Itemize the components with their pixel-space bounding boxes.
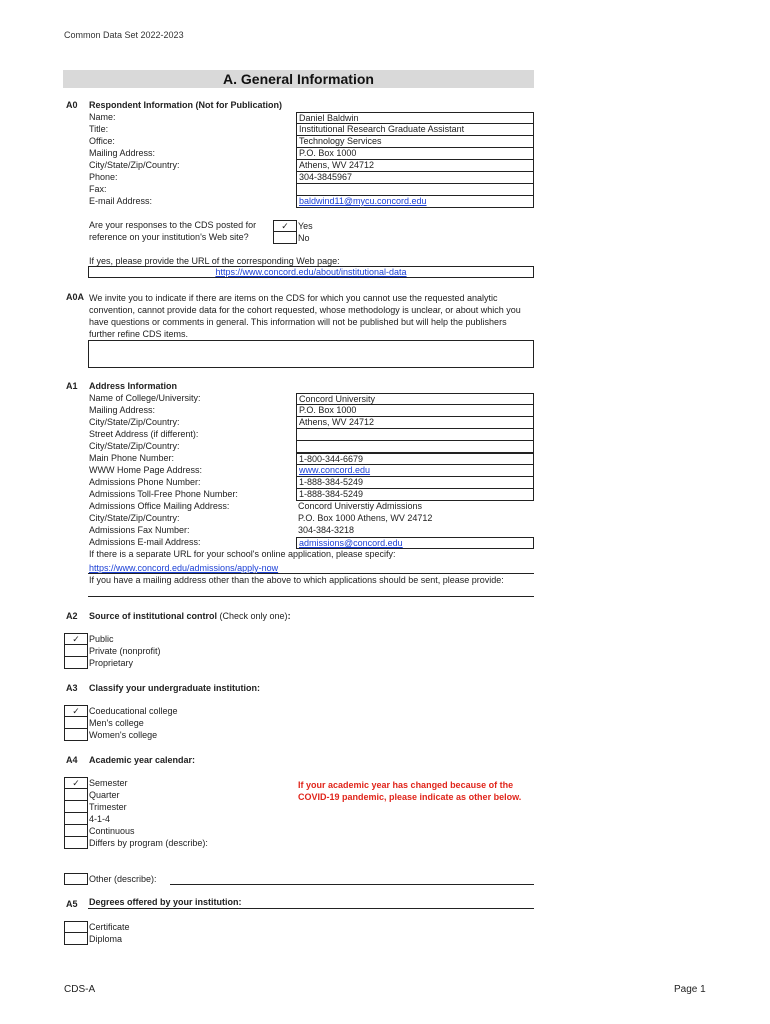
a1-label-city2: City/State/Zip/Country: [89,441,180,451]
online-app-prompt: If there is a separate URL for your school's online application, please specify: [89,549,396,559]
cds-url-field[interactable]: https://www.concord.edu/about/institutional-data [88,266,534,278]
a5-certificate-checkbox[interactable] [64,921,88,933]
a0-label-fax: Fax: [89,184,107,194]
mailing-underline[interactable] [88,596,534,597]
a1-city2-field[interactable] [296,441,534,453]
a4-other-underline[interactable] [170,884,534,885]
a4-differs-label: Differs by program (describe): [89,838,208,848]
a1-adm-phone-field[interactable]: 1-888-384-5249 [296,477,534,489]
a2-public-checkbox[interactable]: ✓ [64,633,88,645]
a1-city-field[interactable]: Athens, WV 24712 [296,417,534,429]
a1-code: A1 [66,381,78,391]
a1-college-field[interactable]: Concord University [296,393,534,405]
cds-question-line2: reference on your institution's Web site? [89,232,249,242]
a0-label-name: Name: [89,112,116,122]
a4-trimester-label: Trimester [89,802,127,812]
footer-section-id: CDS-A [64,984,96,995]
a0-label-city: City/State/Zip/Country: [89,160,180,170]
a1-label-www: WWW Home Page Address: [89,465,203,475]
a1-label-street: Street Address (if different): [89,429,199,439]
a0-label-title: Title: [89,124,109,134]
cds-no-checkbox[interactable] [273,232,297,244]
a0-heading: Respondent Information (Not for Publication) [89,100,282,110]
a2-heading-line [89,611,291,621]
a1-label-tollfree: Admissions Toll-Free Phone Number: [89,489,238,499]
a2-private-checkbox[interactable] [64,645,88,657]
a4-semester-label: Semester [89,778,128,788]
a2-private-label: Private (nonprofit) [89,646,161,656]
document-header: Common Data Set 2022-2023 [64,30,184,40]
a1-www-field[interactable]: www.concord.edu [296,465,534,477]
a1-adm-city-field[interactable]: P.O. Box 1000 Athens, WV 24712 [298,513,433,523]
a4-414-checkbox[interactable] [64,813,88,825]
a5-heading: Degrees offered by your institution: [89,897,242,907]
a0-code: A0 [66,100,78,110]
a2-heading-colon: : [287,611,291,621]
a0-label-phone: Phone: [89,172,118,182]
a4-heading: Academic year calendar: [89,755,196,765]
url-prompt: If yes, please provide the URL of the corresponding Web page: [89,256,340,266]
a3-heading: Classify your undergraduate institution: [89,683,261,693]
a5-code: A5 [66,899,78,909]
a5-heading-underline [88,908,534,909]
a0-title-field[interactable]: Institutional Research Graduate Assistant [296,124,534,136]
a2-heading: Source of institutional control [89,611,217,621]
footer-page-number: Page 1 [674,984,706,995]
a1-mailing-field[interactable]: P.O. Box 1000 [296,405,534,417]
a1-label-mailing: Mailing Address: [89,405,156,415]
a2-code: A2 [66,611,78,621]
a5-diploma-label: Diploma [89,934,123,944]
section-title: A. General Information [63,70,534,88]
a1-label-adm-fax: Admissions Fax Number: [89,525,190,535]
a1-heading: Address Information [89,381,178,391]
a4-code: A4 [66,755,78,765]
a3-coed-label: Coeducational college [89,706,178,716]
a3-coed-checkbox[interactable]: ✓ [64,705,88,717]
a3-mens-label: Men's college [89,718,144,728]
a1-label-college: Name of College/University: [89,393,201,403]
a4-continuous-checkbox[interactable] [64,825,88,837]
a1-label-main-phone: Main Phone Number: [89,453,175,463]
a5-diploma-checkbox[interactable] [64,933,88,945]
cds-yes-checkbox[interactable]: ✓ [273,220,297,232]
a4-continuous-label: Continuous [89,826,135,836]
a4-other-checkbox[interactable] [64,873,88,885]
a0-email-field[interactable]: baldwind11@mycu.concord.edu [296,196,534,208]
a1-tollfree-field[interactable]: 1-888-384-5249 [296,489,534,501]
a1-label-adm-mailing: Admissions Office Mailing Address: [89,501,230,511]
a0-label-mailing: Mailing Address: [89,148,156,158]
a0-label-email: E-mail Address: [89,196,153,206]
a1-label-adm-city: City/State/Zip/Country: [89,513,180,523]
a5-certificate-label: Certificate [89,922,130,932]
a0-fax-field[interactable] [296,184,534,196]
a0-mailing-field[interactable]: P.O. Box 1000 [296,148,534,160]
mailing-prompt: If you have a mailing address other than the above to which applications should be sent, please provide: [89,575,504,585]
a0-office-field[interactable]: Technology Services [296,136,534,148]
a0-label-office: Office: [89,136,115,146]
a0a-code: A0A [66,292,85,302]
a1-adm-mailing-field[interactable]: Concord Universtiy Admissions [298,501,423,511]
a1-adm-email-field[interactable]: admissions@concord.edu [296,537,534,549]
a1-label-adm-phone: Admissions Phone Number: [89,477,201,487]
a3-womens-label: Women's college [89,730,158,740]
a4-semester-checkbox[interactable]: ✓ [64,777,88,789]
a1-label-adm-email: Admissions E-mail Address: [89,537,201,547]
cds-question-line1: Are your responses to the CDS posted for [89,220,257,230]
a2-public-label: Public [89,634,114,644]
a4-trimester-checkbox[interactable] [64,801,88,813]
a3-mens-checkbox[interactable] [64,717,88,729]
cds-yes-label: Yes [298,221,313,231]
online-app-url[interactable]: https://www.concord.edu/admissions/apply-now [89,563,279,573]
a0-phone-field[interactable]: 304-3845967 [296,172,534,184]
a4-differs-checkbox[interactable] [64,837,88,849]
a1-label-city: City/State/Zip/Country: [89,417,180,427]
a1-adm-fax-field[interactable]: 304-384-3218 [298,525,355,535]
a2-proprietary-label: Proprietary [89,658,134,668]
cds-no-label: No [298,233,310,243]
a1-main-phone-field[interactable]: 1-800-344-6679 [296,453,534,465]
a3-womens-checkbox[interactable] [64,729,88,741]
a3-code: A3 [66,683,78,693]
a0-city-field[interactable]: Athens, WV 24712 [296,160,534,172]
a2-heading-note: (Check only one) [219,611,288,621]
a4-quarter-label: Quarter [89,790,120,800]
a4-other-label: Other (describe): [89,874,157,884]
a4-quarter-checkbox[interactable] [64,789,88,801]
a0-name-field[interactable]: Daniel Baldwin [296,112,534,124]
a0a-text: We invite you to indicate if there are items on the CDS for which you cannot use the requested analytic convention, cannot provide data for the cohort requested, whose methodology is unclear, or about which you have questions or comments in general. This information will not be published but will help the publishers further refine CDS items. [89,293,521,339]
a1-street-field[interactable] [296,429,534,441]
covid-note: If your academic year has changed because of the COVID-19 pandemic, please indicate as other below. [298,780,522,802]
a2-proprietary-checkbox[interactable] [64,657,88,669]
a4-414-label: 4-1-4 [89,814,111,824]
a0a-comments-box[interactable] [88,340,534,368]
online-app-underline [88,573,534,574]
